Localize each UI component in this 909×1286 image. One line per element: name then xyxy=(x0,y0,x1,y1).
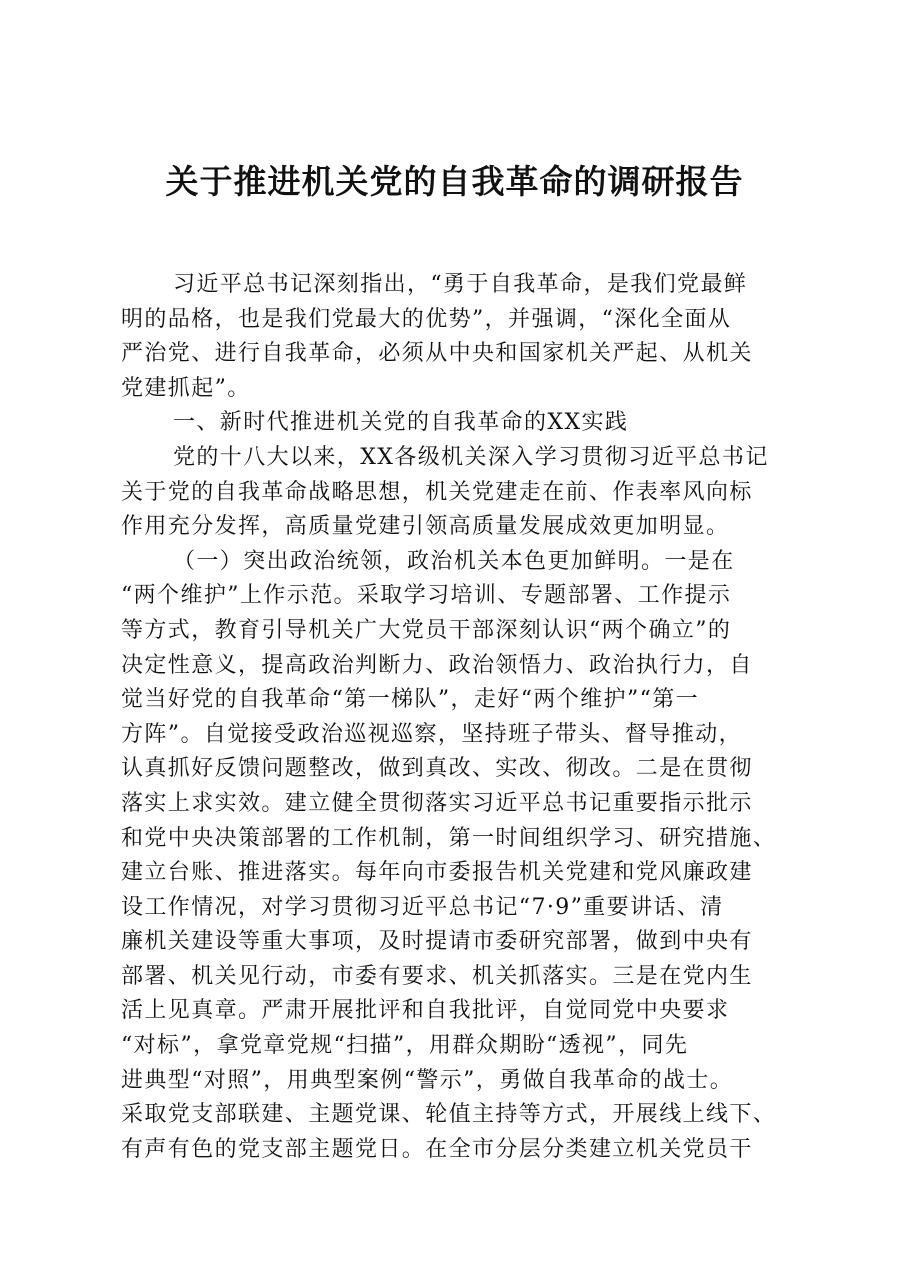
body-line: 和党中央决策部署的工作机制，第一时间组织学习、研究措施、 xyxy=(121,825,777,851)
body-line: 认真抓好反馈问题整改，做到真改、实改、彻改。二是在贯彻 xyxy=(121,756,753,782)
body-line: “对标”，拿党章党规“扫描”，用群众期盼“透视”，同先 xyxy=(121,1033,689,1059)
body-line: 党建抓起”。 xyxy=(121,375,251,401)
body-line: “两个维护”上作示范。采取学习培训、专题部署、工作提示 xyxy=(121,583,732,609)
body-line: 有声有色的党支部主题党日。在全市分层分类建立机关党员干 xyxy=(121,1136,753,1162)
body-line: 严治党、进行自我革命，必须从中央和国家机关严起、从机关 xyxy=(121,341,753,367)
body-line: 觉当好党的自我革命“第一梯队”，走好“两个维护”“第一 xyxy=(121,687,700,713)
body-line: 建立台账、推进落实。每年向市委报告机关党建和党风廉政建 xyxy=(121,860,753,886)
body-line: 设工作情况，对学习贯彻习近平总书记“7·9”重要讲话、清 xyxy=(121,894,724,920)
body-line: 决定性意义，提高政治判断力、政治领悟力、政治执行力，自 xyxy=(121,652,753,678)
document-title: 关于推进机关党的自我革命的调研报告 xyxy=(165,162,744,201)
body-line: 落实上求实效。建立健全贯彻落实习近平总书记重要指示批示 xyxy=(121,790,753,816)
section-heading: 一、新时代推进机关党的自我革命的XX实践 xyxy=(173,410,629,436)
body-line: 等方式，教育引导机关广大党员干部深刻认识“两个确立”的 xyxy=(121,617,732,643)
body-line: 方阵”。自觉接受政治巡视巡察，坚持班子带头、督导推动， xyxy=(121,721,743,747)
body-line: 活上见真章。严肃开展批评和自我批评，自觉同党中央要求 xyxy=(121,998,730,1024)
document-body xyxy=(121,268,801,1167)
body-line: 明的品格，也是我们党最大的优势”，并强调，“深化全面从 xyxy=(121,306,732,332)
body-line: 作用充分发挥，高质量党建引领高质量发展成效更加明显。 xyxy=(121,514,730,540)
body-line: 廉机关建设等重大事项，及时提请市委研究部署，做到中央有 xyxy=(121,929,753,955)
body-line: 采取党支部联建、主题党课、轮值主持等方式，开展线上线下、 xyxy=(121,1102,777,1128)
body-line: （一）突出政治统领，政治机关本色更加鲜明。一是在 xyxy=(173,548,735,574)
body-line: 进典型“对照”，用典型案例“警示”，勇做自我革命的战士。 xyxy=(121,1067,734,1093)
body-line: 党的十八大以来，XX各级机关深入学习贯彻习近平总书记 xyxy=(173,444,769,470)
body-line: 习近平总书记深刻指出，“勇于自我革命，是我们党最鲜 xyxy=(173,272,748,297)
body-line: 关于党的自我革命战略思想，机关党建走在前、作表率风向标 xyxy=(121,479,753,505)
body-line: 部署、机关见行动，市委有要求、机关抓落实。三是在党内生 xyxy=(121,963,753,989)
